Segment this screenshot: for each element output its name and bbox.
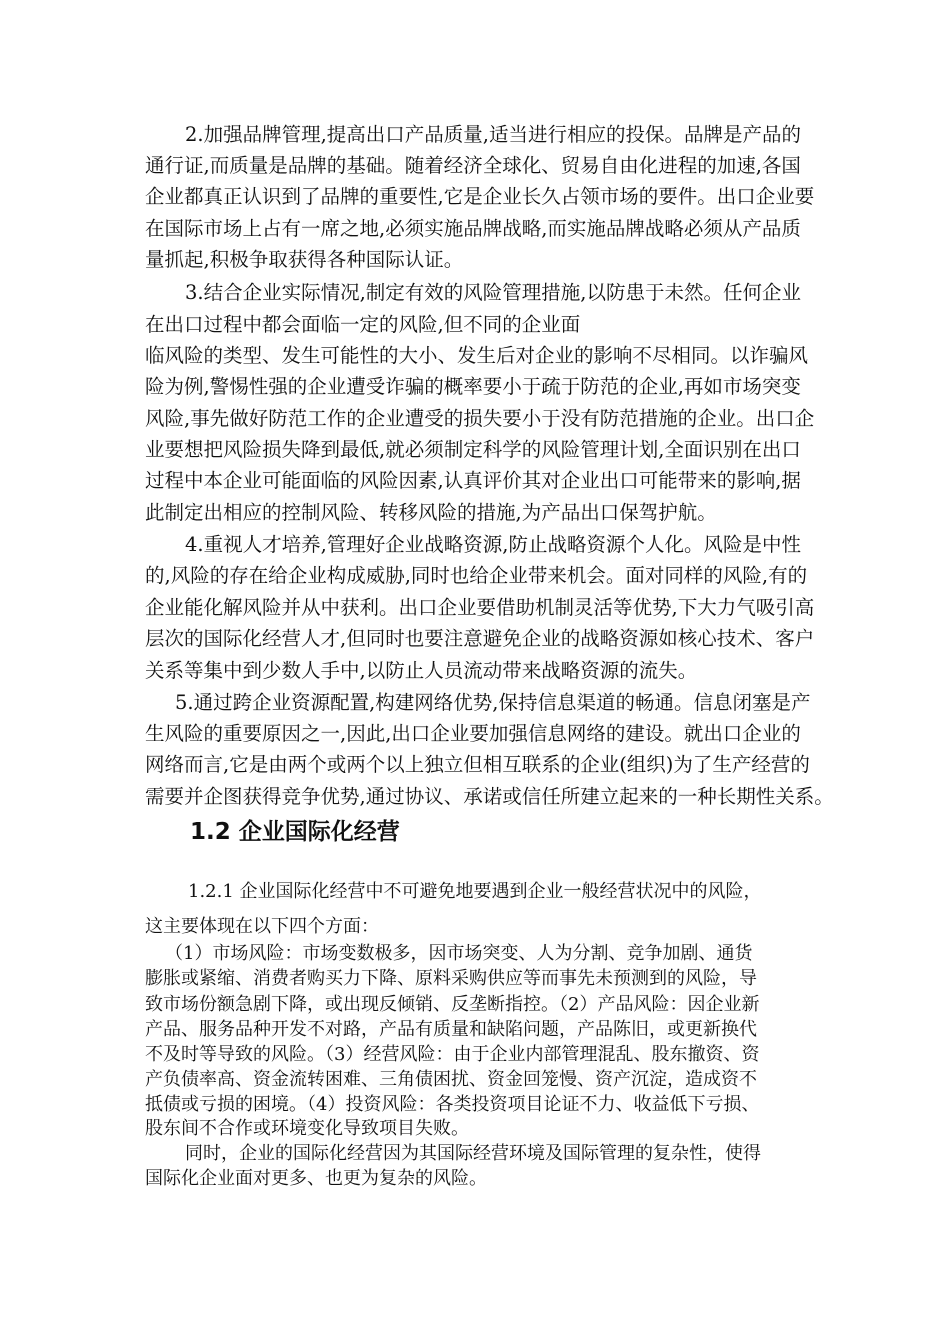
- para2-line-3: 企业都真正认识到了品牌的重要性,它是企业长久占领市场的要件。出口企业要: [145, 185, 815, 208]
- para2-line-5: 量抓起,积极争取获得各种国际认证。: [145, 248, 464, 271]
- para4-line-3: 企业能化解风险并从中获利。出口企业要借助机制灵活等优势,下大力气吸引高: [145, 596, 815, 619]
- risks-line-5: 不及时等导致的风险。（3）经营风险：由于企业内部管理混乱、股东撤资、资: [145, 1044, 760, 1065]
- para4-line-4: 层次的国际化经营人才,但同时也要注意避免企业的战略资源如核心技术、客户: [145, 627, 815, 650]
- risks-line-4: 产品、服务品种开发不对路，产品有质量和缺陷问题，产品陈旧，或更新换代: [145, 1019, 757, 1040]
- para3-line-6: 业要想把风险损失降到最低,就必须制定科学的风险管理计划,全面识别在出口: [145, 438, 801, 461]
- closing-line-1: 同时，企业的国际化经营因为其国际经营环境及国际管理的复杂性，使得: [185, 1143, 761, 1164]
- para3-line-5: 风险,事先做好防范工作的企业遭受的损失要小于没有防范措施的企业。出口企: [145, 407, 815, 430]
- risks-line-2: 膨胀或紧缩、消费者购买力下降、原料采购供应等而事先未预测到的风险，导: [145, 968, 757, 989]
- closing-line-2: 国际化企业面对更多、也更为复杂的风险。: [145, 1168, 487, 1189]
- para4-line-2: 的,风险的存在给企业构成威胁,同时也给企业带来机会。面对同样的风险,有的: [145, 564, 808, 587]
- para3-line-2: 在出口过程中都会面临一定的风险,但不同的企业面: [145, 313, 581, 336]
- risks-line-3: 致市场份额急剧下降，或出现反倾销、反垄断指控。（2）产品风险：因企业新: [145, 994, 760, 1015]
- risks-line-8: 股东间不合作或环境变化导致项目失败。: [145, 1118, 469, 1139]
- para4-line-5: 关系等集中到少数人手中,以防止人员流动带来战略资源的流失。: [145, 659, 698, 682]
- para2-line-4: 在国际市场上占有一席之地,必须实施品牌战略,而实施品牌战略必须从产品质: [145, 217, 801, 240]
- sub121-line-2: 这主要体现在以下四个方面：: [145, 916, 379, 937]
- risks-line-6: 产负债率高、资金流转困难、三角债困扰、资金回笼慢、资产沉淀，造成资不: [145, 1069, 757, 1090]
- para3-line-1: 3.结合企业实际情况,制定有效的风险管理措施,以防患于未然。任何企业: [185, 281, 802, 304]
- risks-line-1: （1）市场风险：市场变数极多，因市场突变、人为分割、竞争加剧、通货: [165, 943, 753, 964]
- para5-line-1: 5.通过跨企业资源配置,构建网络优势,保持信息渠道的畅通。信息闭塞是产: [175, 691, 811, 714]
- para5-line-2: 生风险的重要原因之一,因此,出口企业要加强信息网络的建设。就出口企业的: [145, 722, 801, 745]
- risks-line-7: 抵债或亏损的困境。（4）投资风险：各类投资项目论证不力、收益低下亏损、: [145, 1094, 760, 1115]
- para3-line-8: 此制定出相应的控制风险、转移风险的措施,为产品出口保驾护航。: [145, 501, 717, 524]
- para3-line-7: 过程中本企业可能面临的风险因素,认真评价其对企业出口可能带来的影响,据: [145, 469, 801, 492]
- para3-line-4: 险为例,警惕性强的企业遭受诈骗的概率要小于疏于防范的企业,再如市场突变: [145, 375, 801, 398]
- para2-line-2: 通行证,而质量是品牌的基础。随着经济全球化、贸易自由化进程的加速,各国: [145, 154, 801, 177]
- section-heading: 1.2 企业国际化经营: [190, 819, 400, 845]
- para5-line-3: 网络而言,它是由两个或两个以上独立但相互联系的企业(组织)为了生产经营的: [145, 753, 810, 776]
- para2-line-1: 2.加强品牌管理,提高出口产品质量,适当进行相应的投保。品牌是产品的: [185, 123, 802, 146]
- para5-line-4: 需要并企图获得竞争优势,通过协议、承诺或信任所建立起来的一种长期性关系。: [145, 785, 834, 808]
- sub121-line-1: 1.2.1 企业国际化经营中不可避免地要遇到企业一般经营状况中的风险，: [188, 881, 762, 902]
- para4-line-1: 4.重视人才培养,管理好企业战略资源,防止战略资源个人化。风险是中性: [185, 533, 802, 556]
- para3-line-3: 临风险的类型、发生可能性的大小、发生后对企业的影响不尽相同。以诈骗风: [145, 344, 809, 367]
